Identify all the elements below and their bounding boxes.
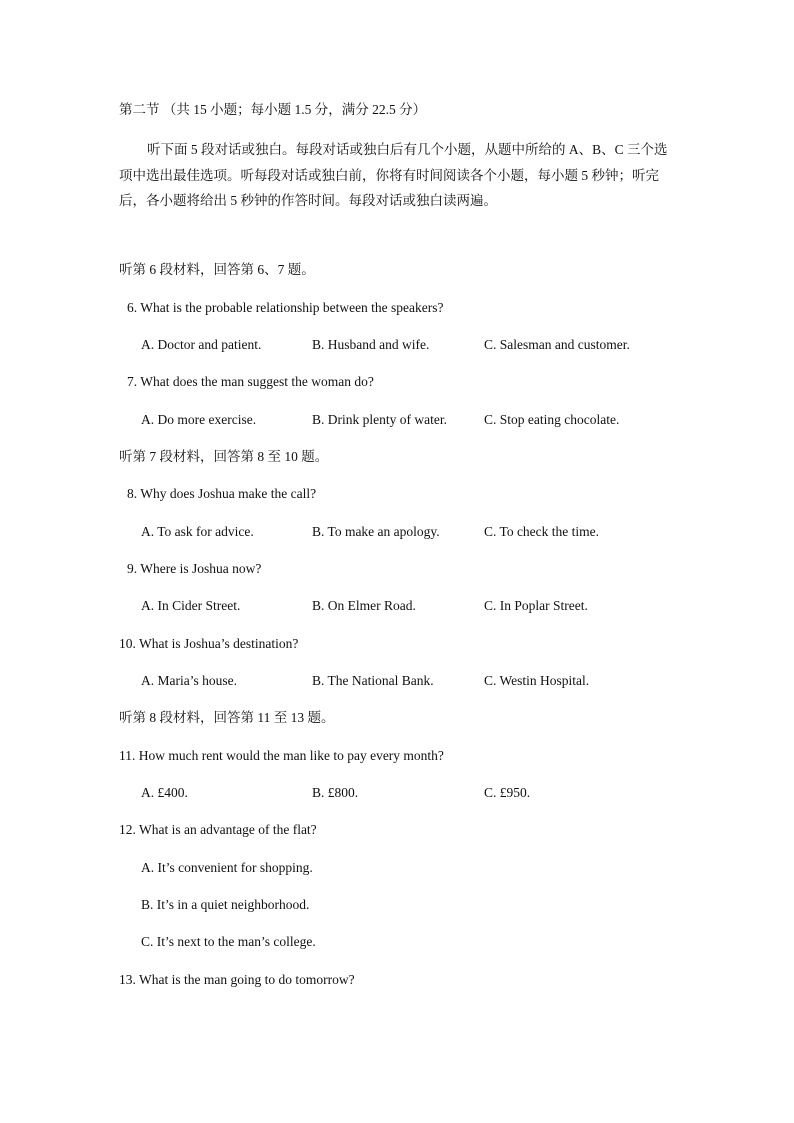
- option-9c[interactable]: C. In Poplar Street.: [484, 598, 588, 613]
- option-12a[interactable]: A. It’s convenient for shopping.: [141, 860, 313, 875]
- option-6b[interactable]: B. Husband and wife.: [312, 337, 430, 352]
- option-7b[interactable]: B. Drink plenty of water.: [312, 412, 447, 427]
- group-heading: 听第 8 段材料，回答第 11 至 13 题。: [119, 710, 335, 725]
- option-10b[interactable]: B. The National Bank.: [312, 673, 434, 688]
- option-11b[interactable]: B. £800.: [312, 785, 359, 800]
- question-9: 9. Where is Joshua now?: [127, 561, 262, 576]
- group-heading: 听第 7 段材料，回答第 8 至 10 题。: [119, 449, 329, 464]
- option-6c[interactable]: C. Salesman and customer.: [484, 337, 630, 352]
- option-7a[interactable]: A. Do more exercise.: [141, 412, 257, 427]
- option-6a[interactable]: A. Doctor and patient.: [141, 337, 262, 352]
- option-8a[interactable]: A. To ask for advice.: [141, 524, 254, 539]
- option-10a[interactable]: A. Maria’s house.: [141, 673, 237, 688]
- option-7c[interactable]: C. Stop eating chocolate.: [484, 412, 620, 427]
- section-title: 第二节 （共 15 小题；每小题 1.5 分，满分 22.5 分）: [119, 102, 427, 117]
- question-12: 12. What is an advantage of the flat?: [119, 822, 317, 837]
- group-heading: 听第 6 段材料，回答第 6、7 题。: [119, 262, 315, 277]
- question-7: 7. What does the man suggest the woman do?: [127, 374, 374, 389]
- option-9b[interactable]: B. On Elmer Road.: [312, 598, 416, 613]
- option-9a[interactable]: A. In Cider Street.: [141, 598, 241, 613]
- section-instructions: 听下面 5 段对话或独白。每段对话或独白后有几个小题，从题中所给的 A、B、C 三个选项中选出最佳选项。听每段对话或独白前，你将有时间阅读各个小题，每小题 5 秒钟；听完后，各小题将给出 5 秒钟的作答时间。每段对话或独白读两遍。: [119, 142, 668, 208]
- question-13: 13. What is the man going to do tomorrow?: [119, 972, 355, 987]
- question-8: 8. Why does Joshua make the call?: [127, 486, 317, 501]
- question-6: 6. What is the probable relationship between the speakers?: [127, 300, 444, 315]
- question-11: 11. How much rent would the man like to pay every month?: [119, 748, 444, 763]
- option-12b[interactable]: B. It’s in a quiet neighborhood.: [141, 897, 310, 912]
- option-10c[interactable]: C. Westin Hospital.: [484, 673, 590, 688]
- option-8b[interactable]: B. To make an apology.: [312, 524, 440, 539]
- option-11c[interactable]: C. £950.: [484, 785, 531, 800]
- option-11a[interactable]: A. £400.: [141, 785, 188, 800]
- option-8c[interactable]: C. To check the time.: [484, 524, 600, 539]
- question-10: 10. What is Joshua’s destination?: [119, 636, 299, 651]
- option-12c[interactable]: C. It’s next to the man’s college.: [141, 934, 316, 949]
